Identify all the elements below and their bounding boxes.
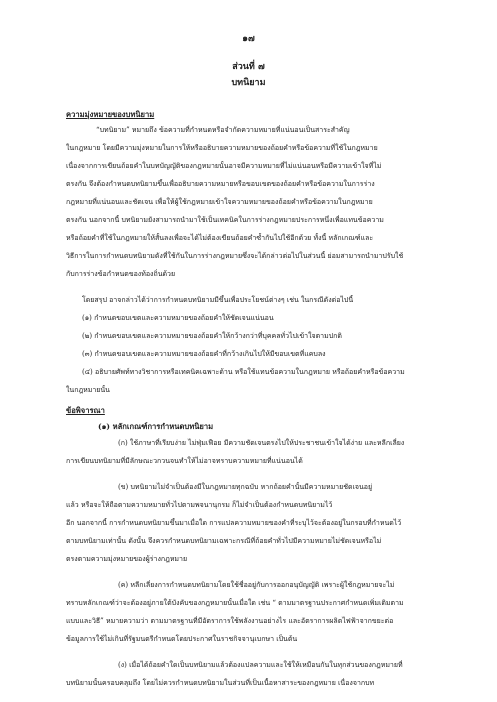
paragraph-line: ข้อมูลการใช้ไม่เกินที่รัฐมนตรีกำหนดโดยประกาศในราชกิจจานุเบกษา เป็นต้น — [66, 635, 298, 643]
list-item: (๑) กำหนดขอบเขตและความหมายของถ้อยคำให้ชัดเจนแน่นอน — [82, 314, 274, 322]
list-item: (๓) กำหนดขอบเขตและความหมายของถ้อยคำที่กว้างเกินไปให้มีขอบเขตที่แคบลง — [82, 350, 326, 358]
paragraph-line: “บทนิยาม” หมายถึง ข้อความที่กำหนดหรือจำกัดความหมายที่แน่นอนเป็นสาระสำคัญ — [96, 126, 350, 134]
paragraph-line: ตรงตามความมุ่งหมายของผู้ร่างกฎหมาย — [66, 555, 188, 563]
paragraph-line: เนื่องจากการเขียนถ้อยคำในบทบัญญัติของกฎหมายนั้นอาจมีความหมายที่ไม่แน่นอนหรือมีความเข้าใจที่ไม่ — [66, 162, 382, 170]
paragraph-line: การเขียนบทนิยามที่มีลักษณะวกวนจนทำให้ไม่อาจทราบความหมายที่แน่นอนได้ — [66, 457, 303, 465]
paragraph-line: ทราบหลักเกณฑ์ว่าจะต้องอยู่ภายใต้บังคับของกฎหมายนั้นเมื่อใด เช่น “ ตามมาตรฐานประกาศกำหนดเพิ่มเติมตาม — [66, 599, 404, 607]
paragraph-line: ตรงกัน นอกจากนี้ บทนิยามยังสามารถนำมาใช้เป็นเทคนิคในการร่างกฎหมายประการหนึ่งเพื่อแทนข้อความ — [66, 216, 384, 224]
paragraph-line: ในกฎหมาย โดยมีความมุ่งหมายในการให้หรืออธิบายความหมายของถ้อยคำหรือข้อความที่ใช้ในกฎหมาย — [66, 144, 378, 152]
paragraph-line: กับการร่างข้อกำหนดของท้องถิ่นด้วย — [66, 270, 176, 278]
paragraph-line: ตามบทนิยามเท่านั้น ดังนั้น จึงควรกำหนดบทนิยามเฉพาะกรณีที่ถ้อยคำทั่วไปมีความหมายไม่ชัดเจนหรือไม่ — [66, 537, 382, 545]
paragraph-line: หรือถ้อยคำที่ใช้ในกฎหมายให้สั้นลงเพื่อจะได้ไม่ต้องเขียนถ้อยคำซ้ำกันไปใช้อีกด้วย ทั้งนี้ หลักเกณฑ์และ — [66, 234, 374, 242]
list-item-continuation: ในกฎหมายนั้น — [66, 386, 110, 394]
page-number: ๑๗ — [242, 34, 255, 44]
paragraph-line: (ข) บทนิยามไม่จำเป็นต้องมีในกฎหมายทุกฉบับ หากถ้อยคำนั้นมีความหมายชัดเจนอยู่ — [118, 483, 373, 491]
part-number: ส่วนที่ ๗ — [232, 62, 265, 72]
paragraph-line: บทนิยามนั้นครอบคลุมถึง โดยไม่ควรกำหนดบทนิยามในส่วนที่เป็นเนื้อหาสาระของกฎหมาย เนื่องจากบท — [66, 679, 375, 687]
paragraph-line: อีก นอกจากนี้ การกำหนดบทนิยามขึ้นมาเมื่อใด การแปลความหมายของคำที่ระบุไว้จะต้องอยู่ในกรอบที่กำหนดไว้ — [66, 519, 402, 527]
paragraph-line: (ค) หลีกเลี่ยงการกำหนดบทนิยามโดยใช้ชื่ออยู่กับการออกอนุบัญญัติ เพราะผู้ใช้กฎหมายจะไม่ — [118, 581, 395, 589]
paragraph-line: (ง) เมื่อได้ถ้อยคำใดเป็นบทนิยามแล้วต้องแปลความและใช้ให้เหมือนกันในทุกส่วนของกฎหมายที่ — [118, 661, 403, 669]
section-heading-considerations: ข้อพิจารณา — [66, 406, 105, 415]
summary-line: โดยสรุป อาจกล่าวได้ว่าการกำหนดบทนิยามมีขึ้นเพื่อประโยชน์ต่างๆ เช่น ในกรณีดังต่อไปนี้ — [82, 296, 354, 304]
paragraph-line: วิธีการในการกำหนดบทนิยามดังที่ใช้กันในการร่างกฎหมายซึ่งจะได้กล่าวต่อไปในส่วนนี้ ย่อมสามารถนำมาปรับใช้ — [66, 252, 404, 260]
section-heading-purpose: ความมุ่งหมายของบทนิยาม — [66, 110, 155, 119]
subsection-heading: (๑) หลักเกณฑ์การกำหนดบทนิยาม — [98, 422, 214, 431]
paragraph-line: แบบและวิธี” หมายความว่า ตามมาตรฐานที่มีอัตราการใช้พลังงานอย่างไร และอัตราการผลิตไฟฟ้าจากขยะต่อ — [66, 617, 394, 625]
list-item: (๒) กำหนดขอบเขตและความหมายของถ้อยคำให้กว้างกว่าที่บุคคลทั่วไปเข้าใจตามปกติ — [82, 332, 342, 340]
part-title: บทนิยาม — [231, 78, 266, 88]
paragraph-line: ตรงกัน จึงต้องกำหนดบทนิยามขึ้นเพื่ออธิบายความหมายหรือขอบเขตของถ้อยคำหรือข้อความในการร่าง — [66, 180, 375, 188]
paragraph-line: (ก) ใช้ภาษาที่เรียบง่าย ไม่ฟุ่มเฟือย มีความชัดเจนตรงไปให้ประชาชนเข้าใจได้ง่าย และหลีกเลี่ยง — [118, 439, 405, 447]
paragraph-line: แล้ว หรือจะให้ถือตามความหมายทั่วไปตามพจนานุกรม ก็ไม่จำเป็นต้องกำหนดบทนิยามไว้ — [66, 501, 333, 509]
list-item: (๔) อธิบายศัพท์ทางวิชาการหรือเทคนิคเฉพาะด้าน หรือใช้แทนข้อความในกฎหมาย หรือถ้อยคำหรือข้อความ — [82, 368, 405, 376]
paragraph-line: กฎหมายที่แน่นอนและชัดเจน เพื่อให้ผู้ใช้กฎหมายเข้าใจความหมายของถ้อยคำหรือข้อความในกฎหมาย — [66, 198, 373, 206]
